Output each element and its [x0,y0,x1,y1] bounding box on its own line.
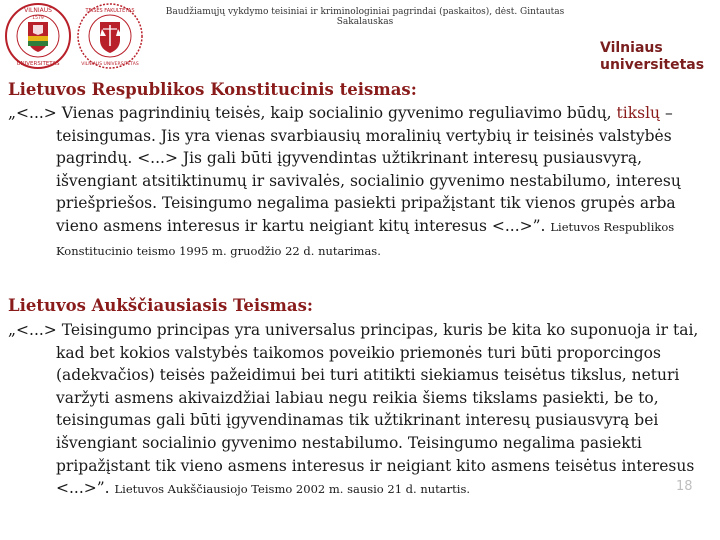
seal-right-bottom-text: VILNIAUS UNIVERSITETAS [81,62,139,67]
seal-left-bottom-text: UNIVERSITETAS [16,61,60,67]
quote2-text: „<...> Teisingumo principas yra universalus principas, kuris be kita ko suponuoja ir tai, kad bet kokios valstybės taikomos poveikio priemonės turi būti proporcingos (adekvačios) teisės pažeidimui bei turi atitikti siekiamus teisėtus tikslus, neturi varžyti asmens akivaizdžiai labiau negu reikia šiems tikslams pasiekti, be to, teisingumas gali būti įgyvendinamas tik užtikrinant interesų pusiausvyrą bei išvengiant socialinio gyvenimo nestabilumo. Teisingumo negalima pasiekti pripažįstant tik vieno asmens interesus ir neigiant kito asmens teisėtus interesus <...>”. [8,321,699,498]
quote1-citation: Lietuvos Respublikos Konstitucinio teismo 1995 m. gruodžio 22 d. nutarimas. [56,219,675,258]
seal-left-top-text: VILNIAUS [24,7,52,14]
vilnius-university-seal [4,2,72,70]
seal-left-year: 1579 [32,16,44,21]
seal-right-top-text: TEISĖS FAKULTETAS [85,8,135,14]
supreme-court-heading: Lietuvos Aukščiausiasis Teismas: [8,296,313,315]
wordmark-line-2: universitetas [600,57,705,73]
quote1-highlight: tikslų [616,104,661,122]
constitutional-court-quote [8,102,708,262]
constitutional-court-heading: Lietuvos Respublikos Konstitucinis teismas: [8,80,417,99]
quote1-text-after: – teisingumas. Jis yra vienas svarbiausių moralinių vertybių ir teisinės valstybės pagrindų. <...> Jis gali būti įgyvendintas užtikrinant interesų pusiausvyrą, išvengiant atsitiktinumų ir savivalės, socialinio gyvenimo nestabilumo, interesų priešpriešos. Teisingumo negalima pasiekti pripažįstant tik vienos grupės arba vieno asmens interesus ir kartu neigiant kitų interesus <...>”. [56,104,681,235]
faculty-of-law-seal [76,2,144,70]
quote2-citation: Lietuvos Aukščiausiojo Teismo 2002 m. sausio 21 d. nutartis. [114,482,470,497]
vilnius-university-wordmark [600,40,704,74]
page-number: 18 [676,479,693,494]
wordmark-line-1: Vilniaus [600,40,663,56]
quote1-text-before: „<...> Vienas pagrindinių teisės, kaip socialinio gyvenimo reguliavimo būdų, [8,104,617,122]
supreme-court-quote [8,319,708,501]
document-header: Baudžiamųjų vykdymo teisiniai ir kriminologiniai pagrindai (paskaitos), dėst. Gintautas Sakalauskas [165,7,565,27]
